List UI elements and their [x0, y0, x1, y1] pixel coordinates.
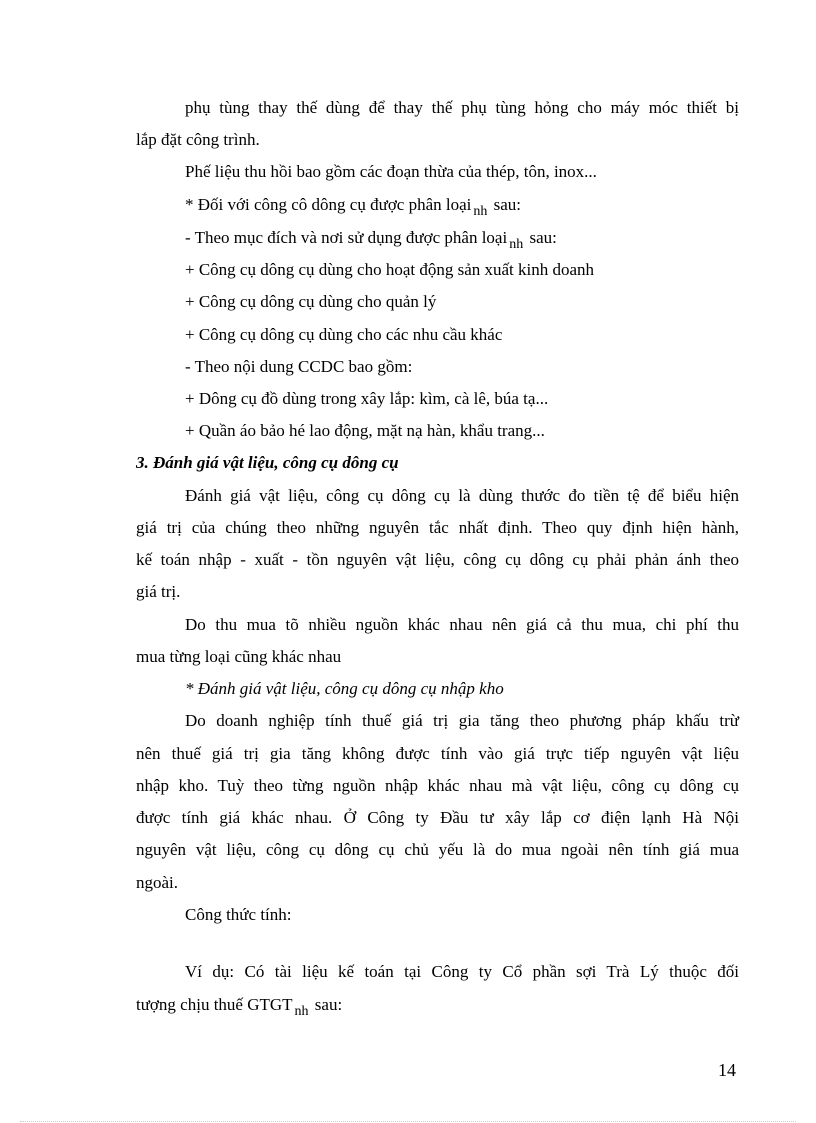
subheading: * Đánh giá vật liệu, công cụ dông cụ nhập kho: [185, 679, 504, 698]
text-line: [185, 195, 521, 217]
text-fragment: * Đối với công cô dông cụ được phân loại: [185, 195, 472, 214]
page-bottom-rule: [20, 1121, 796, 1122]
text-fragment: sau:: [314, 995, 343, 1014]
text-line: + Công cụ dông cụ dùng cho quản lý: [185, 292, 437, 311]
text-line: - Theo nội dung CCDC bao gồm:: [185, 357, 413, 376]
text-line: kế toán nhập - xuất - tồn nguyên vật liệu, công cụ dông cụ phải phản ánh theo: [136, 550, 739, 569]
text-line: + Công cụ dông cụ dùng cho các nhu cầu khác: [185, 325, 503, 344]
text-fragment: tượng chịu thuế GTGT: [136, 995, 293, 1014]
text-line: + Quần áo bảo hé lao động, mặt nạ hàn, khẩu trang...: [185, 421, 545, 440]
page-number: 14: [718, 1060, 736, 1080]
section-heading: 3. Đánh giá vật liệu, công cụ dông cụ: [136, 453, 399, 472]
text-line: Đánh giá vật liệu, công cụ dông cụ là dùng thước đo tiền tệ để biểu hiện: [185, 486, 739, 505]
text-line: ngoài.: [136, 873, 179, 892]
text-line: nên thuế giá trị gia tăng không được tính vào giá trực tiếp nguyên vật liệu: [136, 744, 739, 763]
text-line: nguyên vật liệu, công cụ dông cụ chủ yếu là do mua ngoài nên tính giá mua: [136, 840, 739, 859]
subscript-fragment: nh: [473, 204, 488, 219]
text-line: phụ tùng thay thế dùng để thay thế phụ tùng hỏng cho máy móc thiết bị: [185, 98, 739, 117]
text-line: Phế liệu thu hồi bao gồm các đoạn thừa của thép, tôn, inox...: [185, 162, 597, 181]
text-line: Công thức tính:: [185, 905, 292, 924]
text-line: [185, 228, 557, 250]
subscript-fragment: nh: [509, 237, 524, 252]
text-line: Do doanh nghiệp tính thuế giá trị gia tăng theo phương pháp khấu trừ: [185, 711, 739, 730]
text-line: + Dông cụ đồ dùng trong xây lắp: kìm, cà lê, búa tạ...: [185, 389, 549, 408]
text-line: nhập kho. Tuỳ theo từng nguồn nhập khác nhau mà vật liệu, công cụ dông cụ: [136, 776, 739, 795]
text-line: Do thu mua tõ nhiều nguồn khác nhau nên giá cả thu mua, chi phí thu: [185, 615, 739, 634]
text-line: + Công cụ dông cụ dùng cho hoạt động sản xuất kinh doanh: [185, 260, 595, 279]
text-line: mua từng loại cũng khác nhau: [136, 647, 342, 666]
text-line: Ví dụ: Có tài liệu kế toán tại Công ty Cổ phần sợi Trà Lý thuộc đối: [185, 962, 739, 981]
text-line: [136, 995, 342, 1017]
text-fragment: sau:: [493, 195, 522, 214]
subscript-fragment: nh: [294, 1004, 309, 1019]
text-line: được tính giá khác nhau. Ở Công ty Đầu tư xây lắp cơ điện lạnh Hà Nội: [136, 808, 739, 827]
text-fragment: - Theo mục đích và nơi sử dụng được phân loại: [185, 228, 508, 247]
text-line: lắp đặt công trình.: [136, 130, 260, 149]
text-fragment: sau:: [529, 228, 557, 247]
text-line: giá trị của chúng theo những nguyên tắc nhất định. Theo quy định hiện hành,: [136, 518, 739, 537]
text-line: giá trị.: [136, 582, 181, 601]
